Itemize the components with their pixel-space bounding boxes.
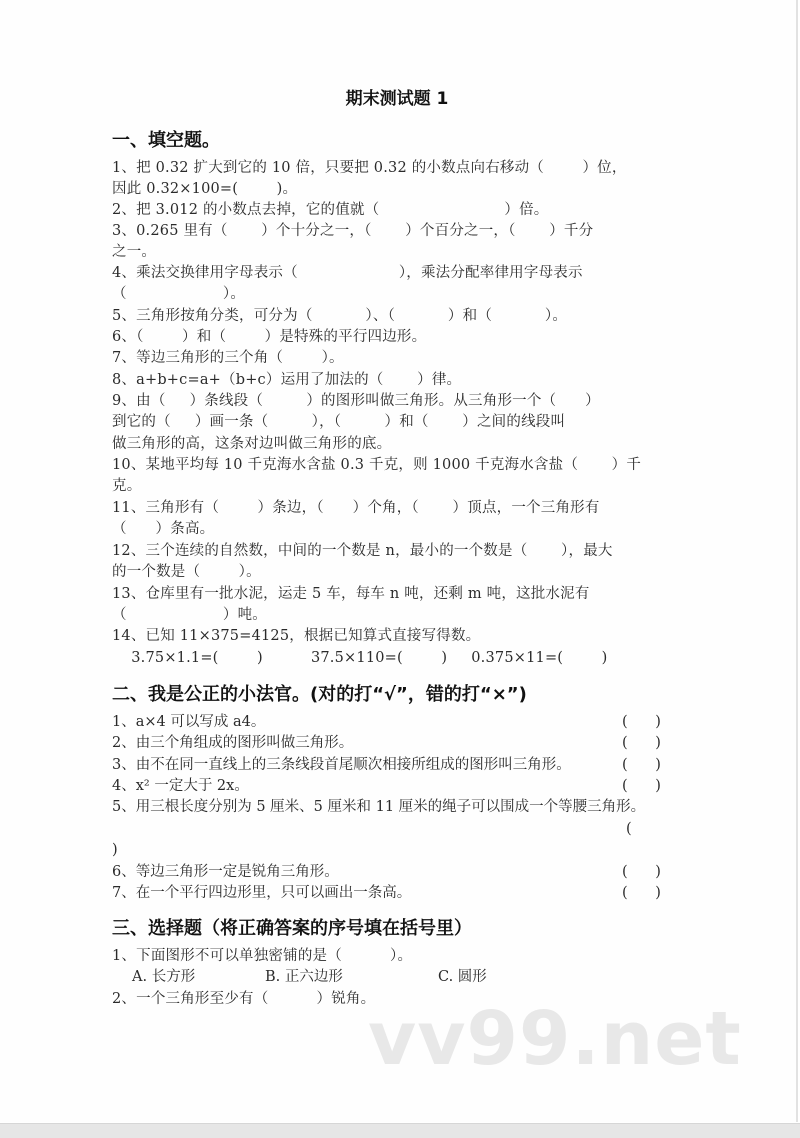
question-text: 3、由不在同一直线上的三条线段首尾顺次相接所组成的图形叫三角形。: [112, 757, 571, 773]
option-a[interactable]: A. 长方形: [132, 969, 196, 985]
fill-line: 之一。: [112, 244, 157, 260]
fill-line: 做三角形的高，这条对边叫做三角形的底。: [112, 436, 392, 452]
answer-bracket[interactable]: ( ): [622, 885, 661, 901]
fill-line: 5、三角形按角分类，可分为（ ）、（ ）和（ ）。: [112, 308, 568, 324]
true-false-item: [112, 755, 682, 776]
page-title: 期末测试题 1: [345, 89, 449, 109]
true-false-item-cont: [112, 840, 682, 861]
section-1-heading: 一、填空题。: [112, 130, 220, 151]
answer-bracket-close[interactable]: ): [112, 842, 118, 858]
question-text: 7、在一个平行四边形里，只可以画出一条高。: [112, 885, 412, 901]
answer-bracket[interactable]: ( ): [622, 714, 661, 730]
fill-line: 14、已知 11×375=4125，根据已知算式直接写得数。: [112, 628, 481, 644]
true-false-item: [112, 733, 682, 754]
fill-line: 7、等边三角形的三个角（ ）。: [112, 350, 344, 366]
fill-line: 9、由（ ）条线段（ ）的图形叫做三角形。从三角形一个（ ）: [112, 393, 600, 409]
question-text: 2、由三个角组成的图形叫做三角形。: [112, 735, 354, 751]
true-false-item-cont: [112, 819, 682, 840]
question-text: 5、用三根长度分别为 5 厘米、5 厘米和 11 厘米的绳子可以围成一个等腰三角形。: [112, 799, 646, 815]
answer-bracket[interactable]: ( ): [622, 757, 661, 773]
fill-line: 因此 0.32×100=( )。: [112, 181, 298, 197]
fill-line: 1、把 0.32 扩大到它的 10 倍，只要把 0.32 的小数点向右移动（ ）位，: [112, 160, 627, 176]
fill-line: 11、三角形有（ ）条边，（ ）个角，（ ）顶点，一个三角形有: [112, 500, 600, 516]
section-3-heading: 三、选择题（将正确答案的序号填在括号里）: [112, 918, 472, 939]
true-false-item: [112, 883, 682, 904]
fill-line: 8、a+b+c=a+（b+c）运用了加法的（ ）律。: [112, 372, 462, 388]
fill-line: 4、乘法交换律用字母表示（ ），乘法分配率律用字母表示: [112, 265, 583, 281]
fill-line: 6、（ ）和（ ）是特殊的平行四边形。: [112, 329, 427, 345]
fill-line: 10、某地平均每 10 千克海水含盐 0.3 千克，则 1000 千克海水含盐（ ）千: [112, 457, 642, 473]
question-text: 6、等边三角形一定是锐角三角形。: [112, 864, 339, 880]
true-false-item: [112, 776, 682, 797]
fill-line: 到它的（ ）画一条（ ），（ ）和（ ）之间的线段叫: [112, 414, 566, 430]
fill-line: 的一个数是（ ）。: [112, 564, 261, 580]
choice-question: 1、下面图形不可以单独密铺的是（ ）。: [112, 948, 413, 964]
fill-line: （ ）。: [112, 286, 246, 302]
fill-line: 3、0.265 里有（ ）个十分之一，（ ）个百分之一，（ ）千分: [112, 223, 594, 239]
page-bottom-bar: [0, 1123, 800, 1138]
question-text: 4、x² 一定大于 2x。: [112, 778, 249, 794]
true-false-item: [112, 712, 682, 733]
answer-bracket[interactable]: ( ): [622, 864, 661, 880]
fill-line: 13、仓库里有一批水泥，运走 5 车，每车 n 吨，还剩 m 吨，这批水泥有: [112, 586, 590, 602]
option-c[interactable]: C. 圆形: [438, 969, 487, 985]
fill-line: 2、把 3.012 的小数点去掉，它的值就（ ）倍。: [112, 202, 549, 218]
question-text: 1、a×4 可以写成 a4。: [112, 714, 266, 730]
choice-question: 2、一个三角形至少有（ ）锐角。: [112, 991, 376, 1007]
fill-line: （ ）条高。: [112, 521, 215, 537]
true-false-item: [112, 862, 682, 883]
fill-line: 克。: [112, 478, 142, 494]
answer-bracket[interactable]: ( ): [622, 778, 661, 794]
section-2-heading: 二、我是公正的小法官。(对的打“√”，错的打“×”): [112, 684, 527, 705]
option-b[interactable]: B. 正六边形: [265, 969, 343, 985]
watermark: vv99.net: [368, 996, 742, 1082]
true-false-item: [112, 797, 682, 818]
fill-line: 12、三个连续的自然数，中间的一个数是 n，最小的一个数是（ ），最大: [112, 543, 613, 559]
fill-line: （ ）吨。: [112, 607, 267, 623]
answer-bracket[interactable]: ( ): [622, 735, 661, 751]
fill-line: 3.75×1.1=( ) 37.5×110=( ) 0.375×11=( ): [112, 650, 608, 666]
answer-bracket-open[interactable]: (: [626, 821, 632, 837]
choice-options: [112, 967, 682, 988]
